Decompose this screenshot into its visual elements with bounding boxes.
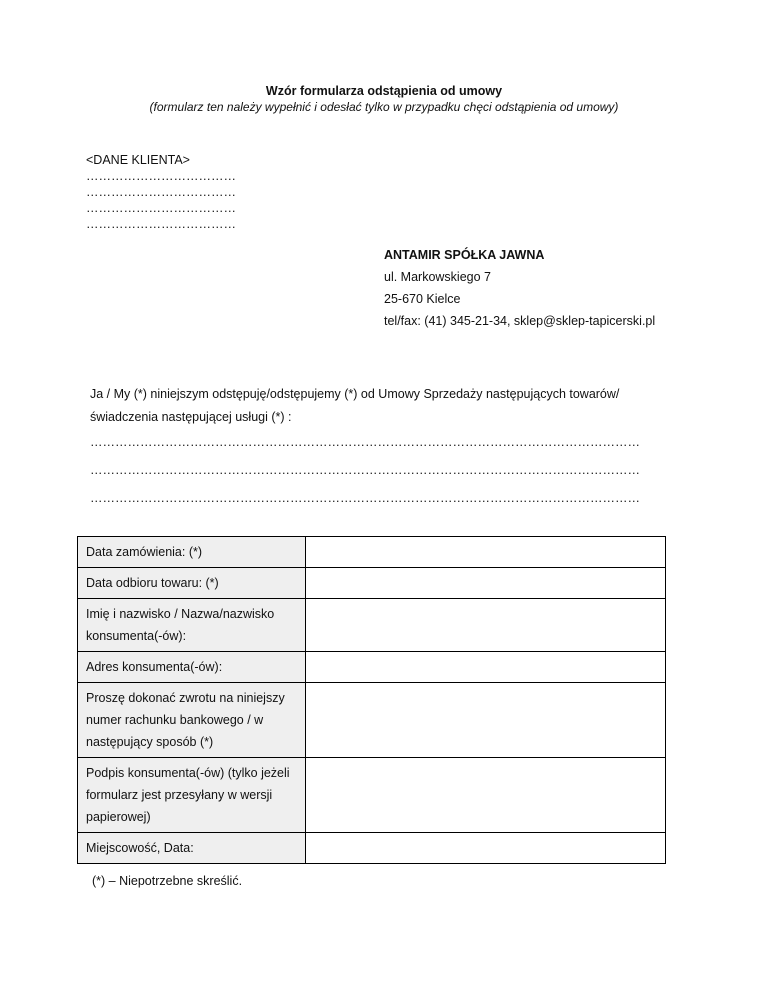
refund-method-label: Proszę dokonać zwrotu na niniejszy numer rachunku bankowego / w następujący sposób (*)	[78, 683, 306, 758]
consumer-address-label: Adres konsumenta(-ów):	[78, 652, 306, 683]
withdrawal-statement	[90, 383, 690, 429]
company-address-block	[384, 244, 655, 332]
place-date-label: Miejscowość, Data:	[78, 833, 306, 864]
table-row	[78, 652, 666, 683]
table-row	[78, 568, 666, 599]
table-row	[78, 683, 666, 758]
company-name: ANTAMIR SPÓŁKA JAWNA	[384, 248, 545, 262]
order-date-label: Data zamówienia: (*)	[78, 537, 306, 568]
client-data-line[interactable]: ………………………………	[86, 185, 236, 199]
goods-fill-lines	[90, 428, 670, 512]
client-data-line[interactable]: ………………………………	[86, 169, 236, 183]
page-title: Wzór formularza odstąpienia od umowy	[265, 84, 503, 98]
statement-line: Ja / My (*) niniejszym odstępuję/odstępujemy (*) od Umowy Sprzedaży następujących towarów/	[90, 387, 620, 401]
receipt-date-field[interactable]	[306, 568, 666, 599]
company-contact: tel/fax: (41) 345-21-34, sklep@sklep-tapicerski.pl	[384, 314, 656, 328]
company-city: 25-670 Kielce	[384, 292, 461, 306]
consumer-address-field[interactable]	[306, 652, 666, 683]
table-row	[78, 537, 666, 568]
place-date-field[interactable]	[306, 833, 666, 864]
consumer-name-field[interactable]	[306, 599, 666, 652]
statement-line: świadczenia następującej usługi (*) :	[90, 410, 292, 424]
client-data-line[interactable]: ………………………………	[86, 217, 236, 231]
table-row	[78, 599, 666, 652]
goods-fill-line[interactable]: ……………………………………………………………………………………………………………………	[90, 435, 640, 449]
receipt-date-label: Data odbioru towaru: (*)	[78, 568, 306, 599]
refund-method-field[interactable]	[306, 683, 666, 758]
page-subtitle: (formularz ten należy wypełnić i odesłać tylko w przypadku chęci odstąpienia od umowy)	[149, 100, 619, 114]
withdrawal-form-table	[77, 536, 666, 864]
goods-fill-line[interactable]: ……………………………………………………………………………………………………………………	[90, 463, 640, 477]
signature-label: Podpis konsumenta(-ów) (tylko jeżeli formularz jest przesyłany w wersji papierowej)	[78, 758, 306, 833]
table-row	[78, 758, 666, 833]
client-data-line[interactable]: ………………………………	[86, 201, 236, 215]
goods-fill-line[interactable]: ……………………………………………………………………………………………………………………	[90, 491, 640, 505]
table-row	[78, 833, 666, 864]
client-data-label: <DANE KLIENTA>	[86, 153, 190, 167]
consumer-name-label: Imię i nazwisko / Nazwa/nazwisko konsumenta(-ów):	[78, 599, 306, 652]
company-street: ul. Markowskiego 7	[384, 270, 491, 284]
client-data-section	[86, 152, 236, 232]
footnote: (*) – Niepotrzebne skreślić.	[92, 874, 243, 888]
signature-field[interactable]	[306, 758, 666, 833]
order-date-field[interactable]	[306, 537, 666, 568]
